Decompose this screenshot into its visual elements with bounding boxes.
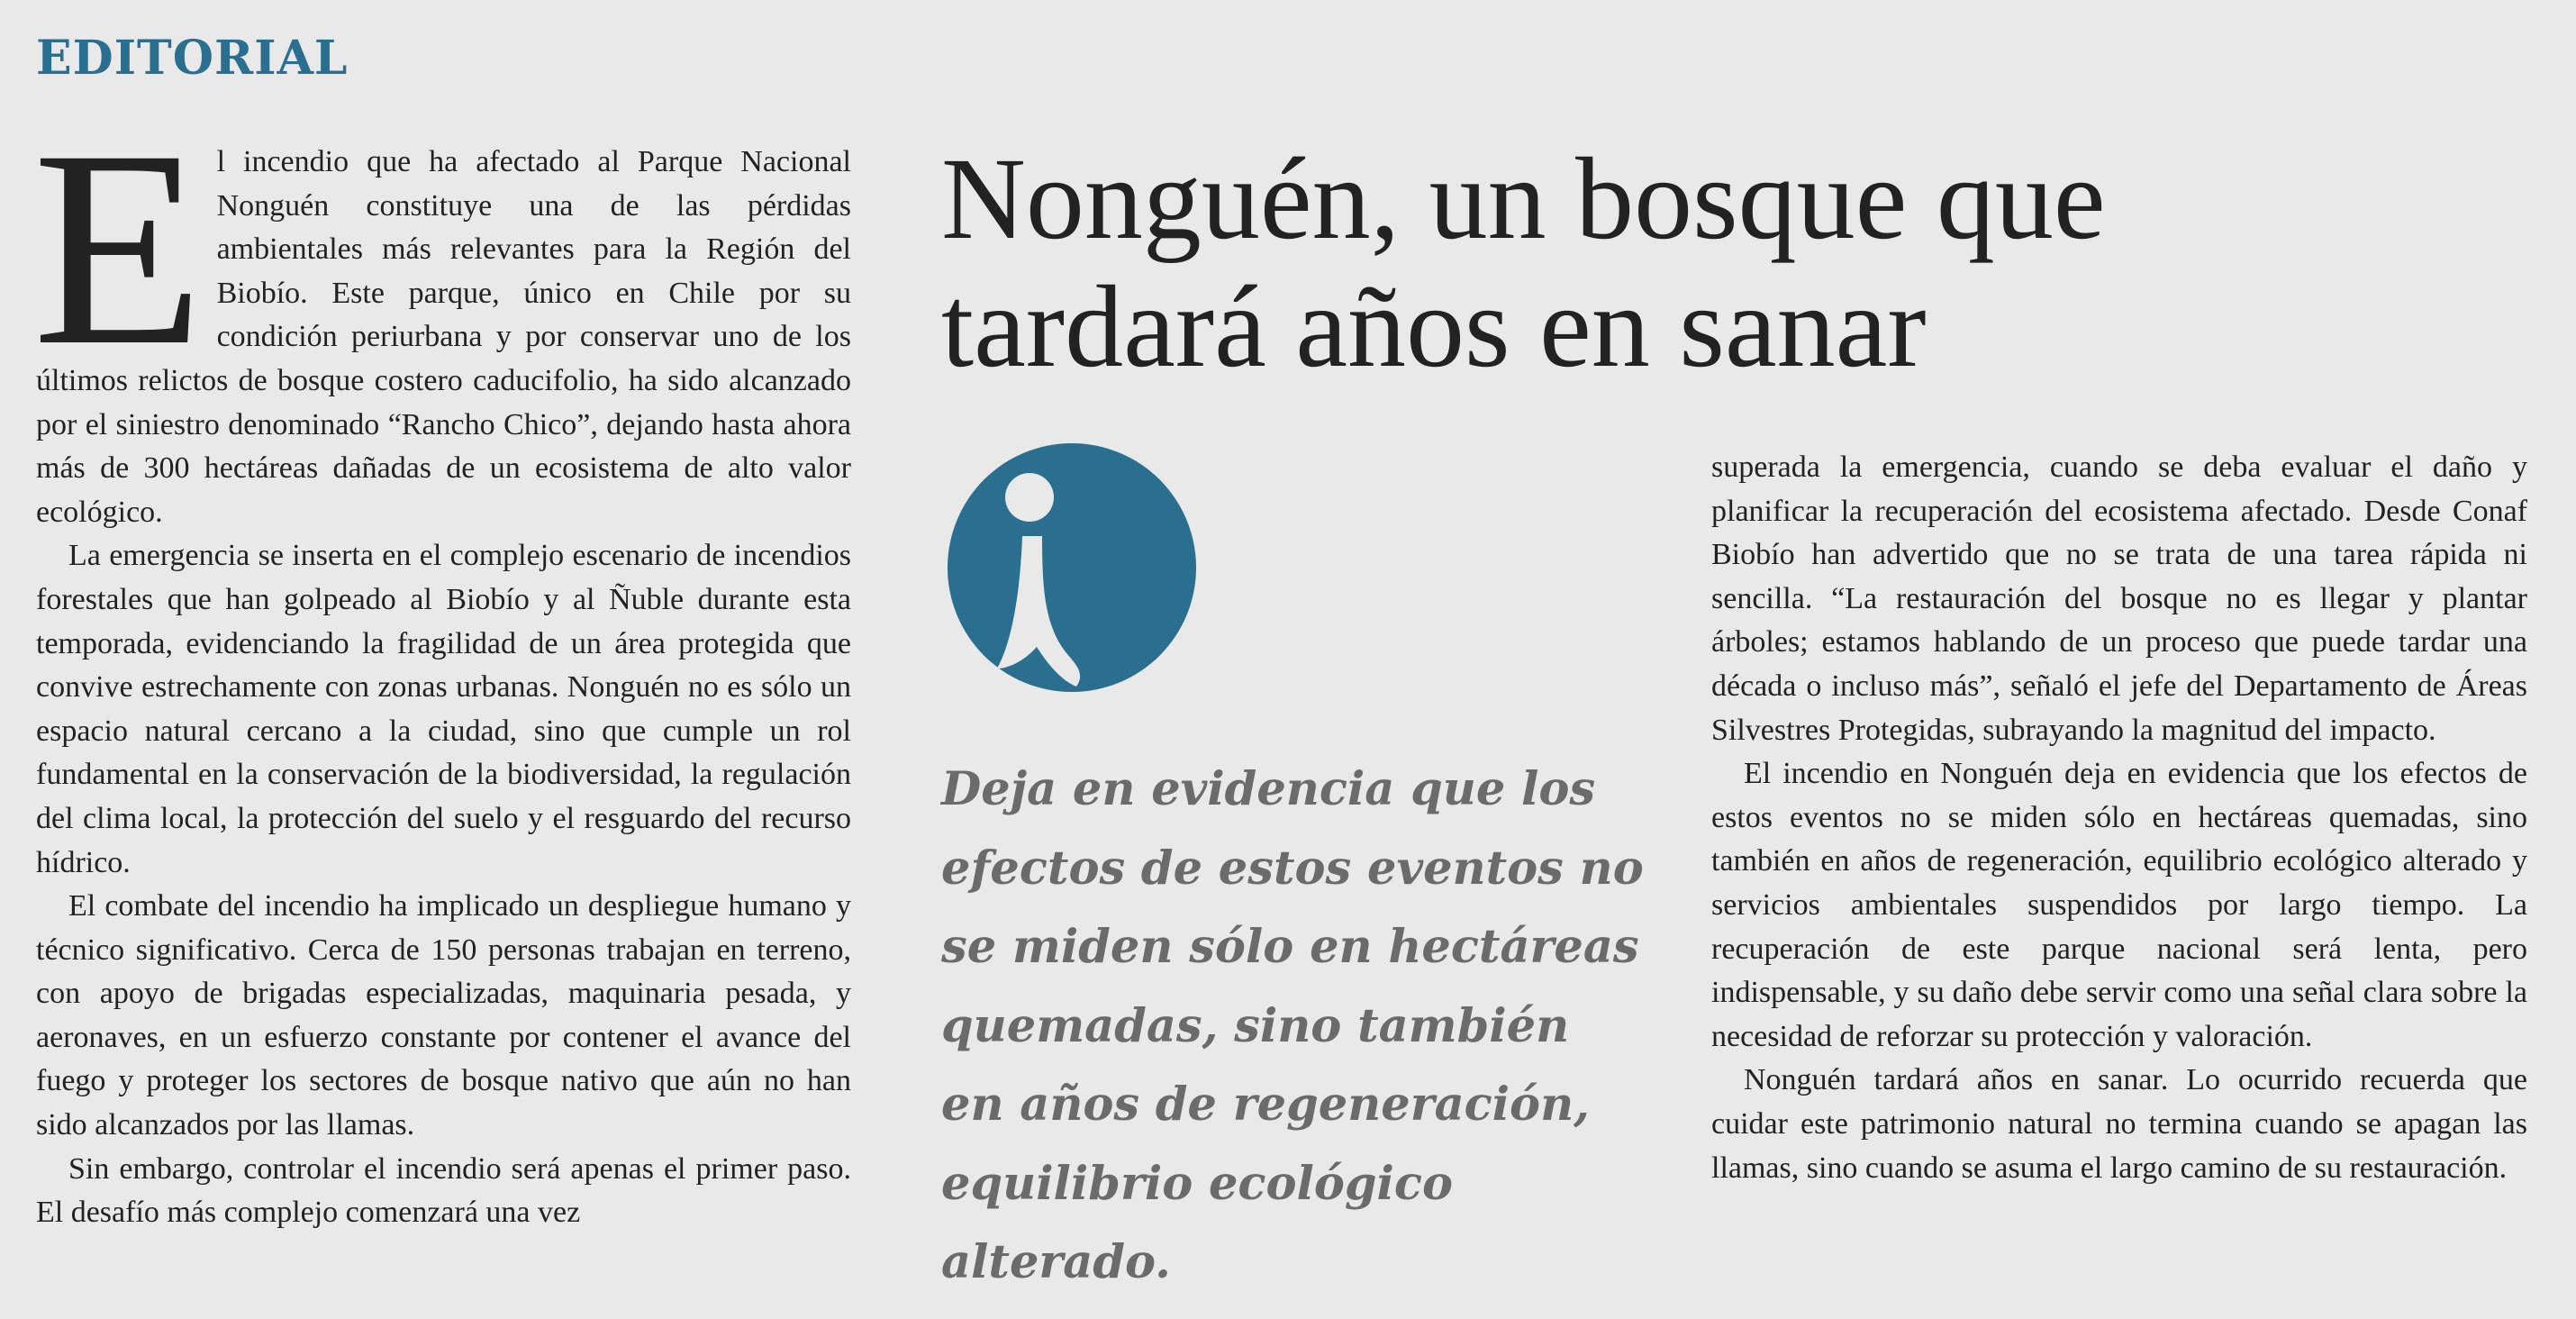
article-paragraph: Nonguén tardará años en sanar. Lo ocurrido recuerda que cuidar este patrimonio natural no termina cuando se apagan las llamas, sino cuando se asuma el largo camino de su restauración. bbox=[1711, 1063, 2527, 1185]
article-paragraph: El combate del incendio ha implicado un despliegue humano y técnico significativo. Cerca de 150 personas trabajan en terreno, con apoyo de brigadas especializadas, maquinaria pesada, y aeronaves, en un esfuerzo constante por contener el avance del fuego y proteger los sectores de bosque nativo que aún no han sido alcanzados por las llamas. bbox=[36, 889, 851, 1142]
section-label: EDITORIAL bbox=[36, 31, 349, 86]
paragraph-text: l incendio que ha afectado al Parque Nacional Nonguén constituye una de las pérdidas ambientales más relevantes para la Región del Biobío. Este parque, único en Chile por su condición periurbana y por conservar uno de los últimos relictos de bosque costero caducifolio, ha sido alcanzado por el siniestro denominado “Rancho Chico”, dejando hasta ahora más de 300 hectáreas dañadas de un ecosistema de alto valor ecológico. bbox=[36, 145, 851, 529]
article-column-left bbox=[32, 93, 851, 1235]
article-paragraph bbox=[32, 93, 851, 534]
article-paragraph: superada la emergencia, cuando se deba evaluar el daño y planificar la recuperación del ecosistema afectado. Desde Conaf Biobío han advertido que no se trata de una tarea rápida ni sencilla. “La restauración del bosque no es llegar y plantar árboles; estamos hablando de un proceso que puede tardar una década o incluso más”, señaló el jefe del Departamento de Áreas Silvestres Protegidas, subrayando la magnitud del impacto. bbox=[1711, 450, 2527, 747]
pull-quote: Deja en evidencia que los efectos de estos eventos no se miden sólo en hectáreas quemadas, sino también en años de regeneración, equilibrio ecológico alterado. bbox=[941, 762, 1644, 1289]
headline: Nonguén, un bosque que tardará años en sanar bbox=[941, 134, 2106, 392]
info-icon bbox=[941, 441, 1202, 694]
drop-cap: E bbox=[32, 93, 204, 404]
article-paragraph: La emergencia se inserta en el complejo escenario de incendios forestales que han golpeado al Biobío y al Ñuble durante esta temporada, evidenciando la fragilidad de un área protegida que convive estrechamente con zonas urbanas. Nonguén no es sólo un espacio natural cercano a la ciudad, sino que cumple un rol fundamental en la conservación de la biodiversidad, la regulación del clima local, la protección del suelo y el resguardo del recurso hídrico. bbox=[36, 539, 851, 879]
article-paragraph: Sin embargo, controlar el incendio será apenas el primer paso. El desafío más complejo comenzará una vez bbox=[36, 1151, 851, 1230]
article-paragraph: El incendio en Nonguén deja en evidencia que los efectos de estos eventos no se miden sólo en hectáreas quemadas, sino también en años de regeneración, equilibrio ecológico alterado y servicios ambientales suspendidos por largo tiempo. La recuperación de este parque nacional será lenta, pero indispensable, y su daño debe servir como una señal clara sobre la necesidad de reforzar su protección y valoración. bbox=[1711, 757, 2527, 1053]
article-column-right bbox=[1711, 446, 2527, 1190]
